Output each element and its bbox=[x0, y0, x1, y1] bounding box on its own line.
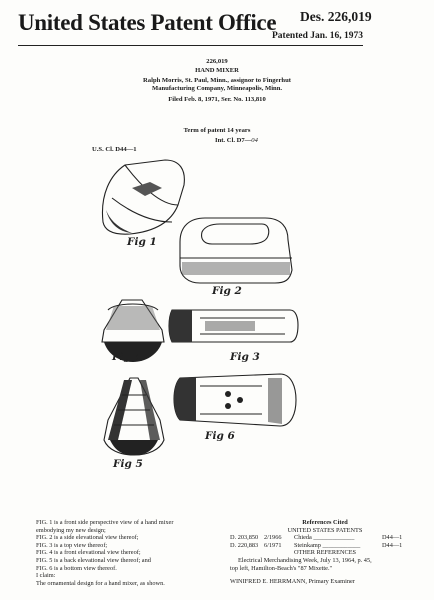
description-line: FIG. 2 is a side elevational view thereof; bbox=[36, 534, 139, 542]
patented-date: Patented Jan. 16, 1973 bbox=[272, 31, 364, 41]
figure-4-label: Fig 4 bbox=[112, 351, 142, 363]
figure-6-label: Fig 6 bbox=[205, 430, 235, 442]
description-line: FIG. 6 is a bottom view thereof. bbox=[36, 564, 117, 572]
patent-number: Des. 226,019 bbox=[300, 9, 372, 24]
figure-6-bottom-view bbox=[174, 374, 296, 426]
other-reference-line: Electrical Merchandising Week, July 13, 1964, p. 45, bbox=[238, 556, 372, 564]
front-matter-title: HAND MIXER bbox=[195, 67, 239, 74]
claim-text: The ornamental design for a hand mixer, as shown. bbox=[36, 579, 165, 587]
description-text bbox=[36, 519, 224, 587]
figure-3-top-view bbox=[169, 310, 298, 342]
description-line: FIG. 3 is a top view thereof; bbox=[36, 541, 108, 549]
other-reference-line: top left, Hamilton-Beach's "87 Mixette." bbox=[230, 564, 333, 572]
patent-office-title: United States Patent Office bbox=[18, 10, 277, 35]
inventor-line-2: Manufacturing Company, Minneapolis, Minn. bbox=[151, 85, 283, 92]
figure-1-perspective bbox=[102, 160, 184, 234]
patent-term: Term of patent 14 years bbox=[183, 127, 251, 134]
references-title: References Cited bbox=[302, 519, 348, 526]
inventor-line-1: Ralph Morris, St. Paul, Minn., assignor to Fingerhut bbox=[143, 77, 291, 84]
reference-row: D. 220,883 6/1971 Steinkamp ____________ D44—1 bbox=[230, 541, 403, 549]
us-patents-heading: UNITED STATES PATENTS bbox=[287, 526, 363, 534]
front-matter-number: 226,019 bbox=[206, 58, 228, 65]
references-cited bbox=[230, 519, 420, 586]
description-line: FIG. 1 is a front side perspective view of a hand mixer bbox=[36, 519, 174, 526]
reference-row: D. 203,850 2/1966 Chieda _____________ D44—1 bbox=[230, 534, 403, 542]
figure-5-label: Fig 5 bbox=[113, 458, 143, 470]
primary-examiner: WINIFRED E. HERRMANN, Primary Examiner bbox=[230, 578, 355, 586]
us-classification: U.S. Cl. D44—1 bbox=[92, 146, 137, 153]
figure-2-label: Fig 2 bbox=[212, 285, 242, 297]
description-line: embodying my new design; bbox=[36, 526, 106, 534]
figure-5-back-view bbox=[104, 378, 164, 455]
filing-info: Filed Feb. 8, 1971, Ser. No. 113,810 bbox=[168, 96, 266, 103]
figure-3-label: Fig 3 bbox=[230, 351, 260, 363]
int-classification: Int. Cl. D7—04 bbox=[215, 137, 258, 144]
figure-2-side-view bbox=[180, 218, 292, 283]
claim-heading: I claim: bbox=[36, 572, 56, 580]
description-line: FIG. 5 is a back elevational view thereof; and bbox=[36, 556, 151, 564]
description-line: FIG. 4 is a front elevational view thereof; bbox=[36, 549, 141, 557]
figure-1-label: Fig 1 bbox=[127, 236, 157, 248]
other-references-heading: OTHER REFERENCES bbox=[293, 549, 357, 557]
